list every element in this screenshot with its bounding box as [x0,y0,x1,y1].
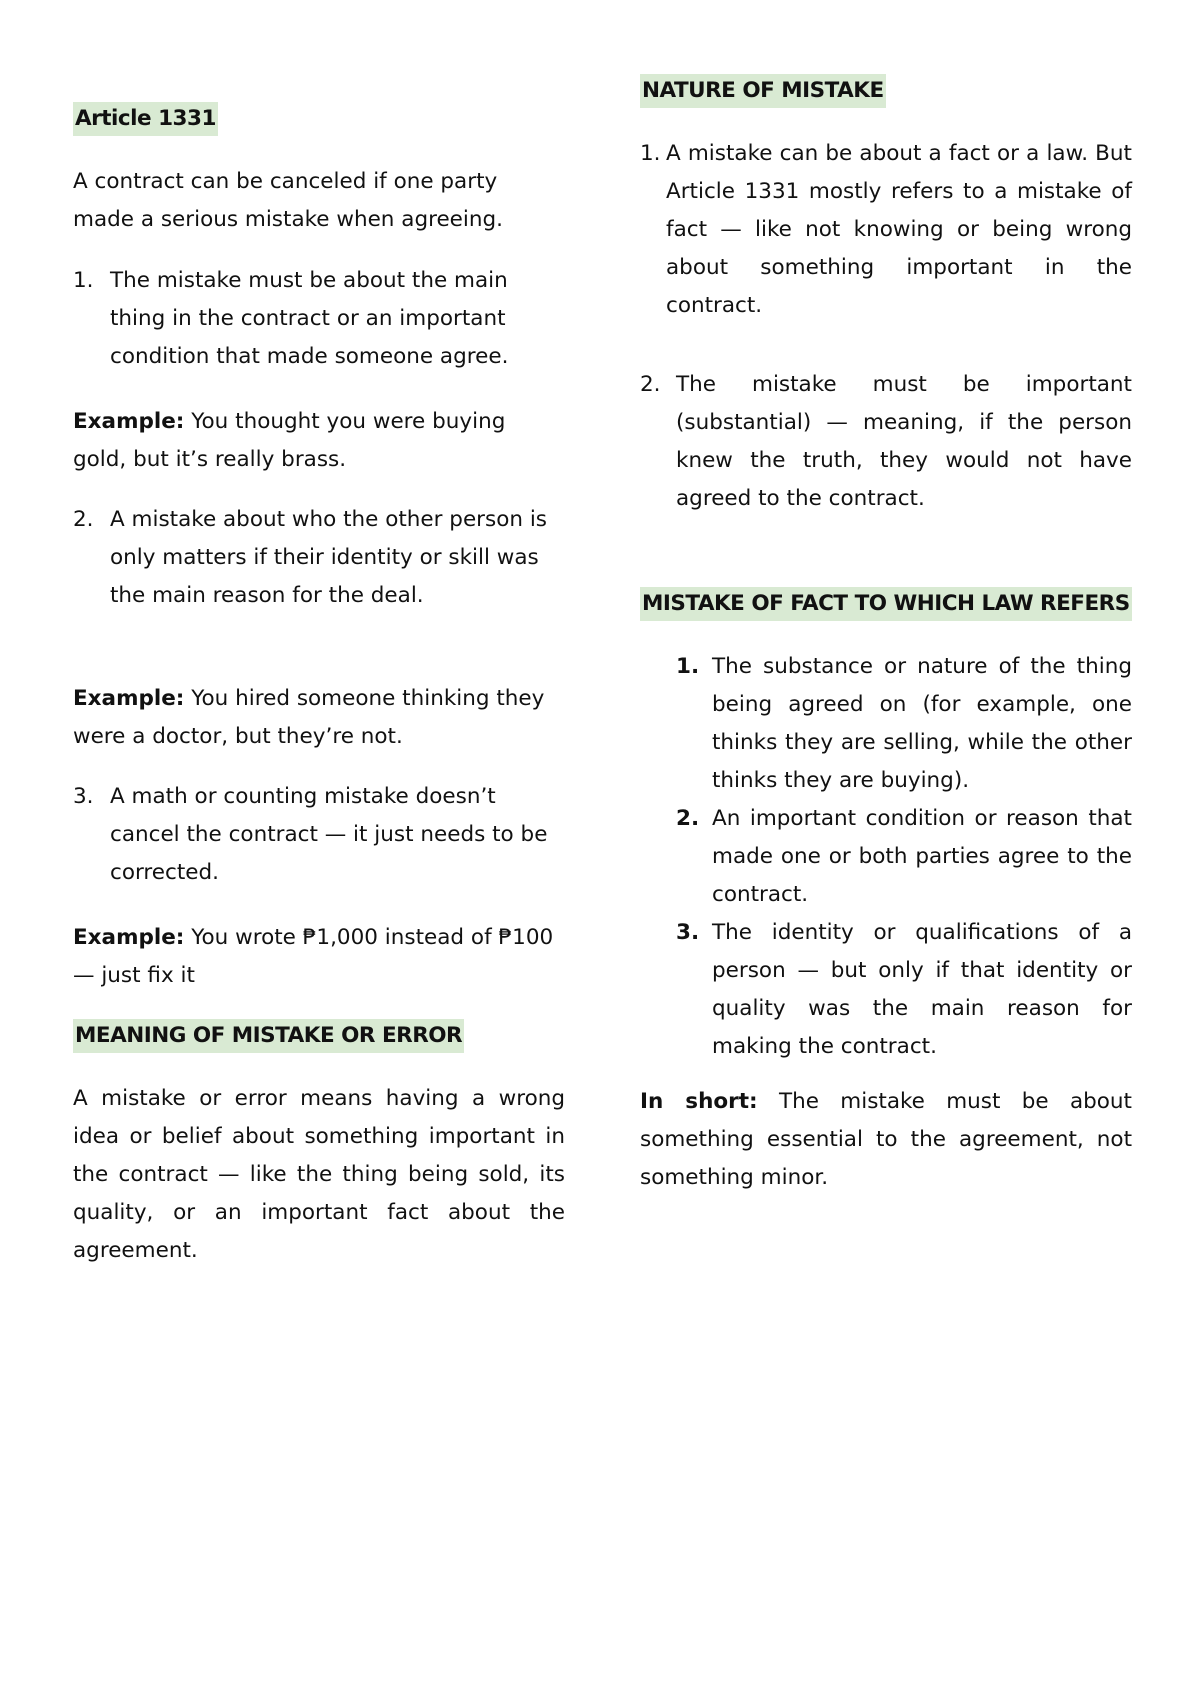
list-item-text: A mistake about who the other person is only matters if their identity or skill was the main reason for the deal. [110,507,548,608]
list-number: 3. [73,784,94,809]
example-label: Example: [73,409,185,434]
nature-heading: NATURE OF MISTAKE [640,74,886,108]
example-label: Example: [73,686,185,711]
list-item [676,914,1132,1066]
list-item-text: A mistake can be about a fact or a law. But Article 1331 mostly refers to a mistake of fact — like not knowing or being wrong about something important in the contract. [666,141,1132,318]
list-item [640,366,1132,518]
example-text: You hired someone thinking they were a doctor, but they’re not. [73,686,545,749]
meaning-heading: MEANING OF MISTAKE OR ERROR [73,1019,464,1053]
list-item-text: The identity or qualifications of a person — but only if that identity or quality was the main reason for making the contract. [712,920,1132,1059]
list-item [73,262,565,376]
summary-paragraph [640,1083,1132,1197]
list-item-text: The substance or nature of the thing being agreed on (for example, one thinks they are selling, while the other thinks they are buying). [712,654,1132,793]
article-heading: Article 1331 [73,102,218,136]
list-item-text: The mistake must be about the main thing in the contract or an important condition that made someone agree. [110,268,509,369]
example-paragraph [73,403,565,479]
list-number: 2. [73,507,94,532]
example-label: Example: [73,925,185,950]
list-number: 1. [676,654,700,679]
example-paragraph [73,919,565,995]
list-item [640,135,1132,325]
list-item-text: An important condition or reason that made one or both parties agree to the contract. [712,806,1132,907]
summary-text: The mistake must be about something essential to the agreement, not something minor. [640,1089,1132,1190]
intro-paragraph: A contract can be canceled if one party made a serious mistake when agreeing. [73,169,503,232]
list-number: 1. [73,268,94,293]
example-text: You wrote ₱1,000 instead of ₱100 — just fix it [73,925,554,988]
summary-label: In short: [640,1089,758,1114]
example-paragraph [73,680,565,756]
list-item [73,778,565,892]
list-item-text: A math or counting mistake doesn’t cancel the contract — it just needs to be corrected. [110,784,548,885]
meaning-paragraph: A mistake or error means having a wrong idea or belief about something important in the contract — like the thing being sold, its quality, or an important fact about the agreement. [73,1086,565,1263]
list-number: 3. [676,920,700,945]
list-number: 2. [640,372,661,397]
list-item [676,800,1132,914]
example-text: You thought you were buying gold, but it’s really brass. [73,409,506,472]
fact-list [676,648,1132,1066]
list-item [73,501,565,615]
list-item [676,648,1132,800]
list-number: 1. [640,141,661,166]
fact-heading: MISTAKE OF FACT TO WHICH LAW REFERS [640,587,1132,621]
list-number: 2. [676,806,700,831]
list-item-text: The mistake must be important (substantial) — meaning, if the person knew the truth, they would not have agreed to the contract. [676,372,1132,511]
